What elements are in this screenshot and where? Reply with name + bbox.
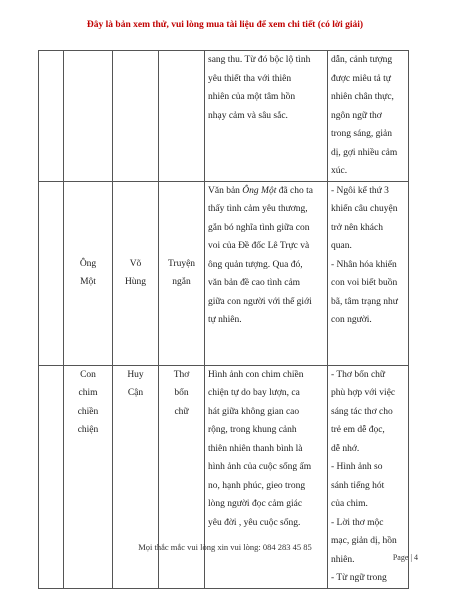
text-line: chiện	[77, 425, 99, 435]
preview-banner: Đây là bản xem thử, vui lòng mua tài liệu để xem chi tiết (có lời giải)	[86, 20, 364, 30]
text-line: voi của Đề đốc Lê Trực và	[208, 241, 310, 251]
blank-cell	[39, 181, 64, 365]
blank-cell	[39, 365, 64, 588]
text-line: nhiên.	[331, 554, 355, 565]
text-fragment: đã cho ta	[276, 185, 314, 196]
text-line: - Từ ngữ trong	[331, 573, 387, 583]
text-line: nhạy cảm và sâu sắc.	[208, 110, 288, 121]
content-cell	[205, 365, 328, 588]
title-cell	[64, 51, 113, 182]
text-line: lòng người đọc cảm giác	[208, 499, 303, 509]
footer-contact: Mọi thắc mắc vui lòng xin vui lòng: 084 283 45 85	[138, 542, 312, 552]
table-row	[39, 51, 409, 182]
art-features-cell	[328, 181, 409, 365]
text-line: thiên nhiên thanh bình là	[208, 443, 303, 454]
text-line: văn bản đề cao tình cảm	[208, 278, 301, 288]
text-line: chim	[78, 388, 98, 398]
content-cell	[205, 181, 328, 365]
text-line: tự nhiên.	[208, 315, 242, 325]
text-line	[208, 182, 324, 201]
text-line: nhiên của một tâm hồn	[208, 92, 296, 102]
text-line: trong sáng, giản	[331, 129, 392, 139]
text-line: yêu thiết tha với thiên	[208, 73, 292, 84]
text-line: gắn bó nghĩa tình giữa con	[208, 222, 310, 233]
text-line: dẫn, cảnh tượng	[331, 55, 393, 65]
title-cell	[64, 181, 113, 365]
text-line: Võ	[129, 258, 142, 269]
text-line: - Hình ảnh so	[331, 462, 383, 472]
literature-table	[38, 50, 409, 589]
text-line: giữa con người với thế giới	[208, 296, 312, 307]
text-line: dị, gợi nhiều cảm	[331, 147, 398, 158]
genre-cell	[159, 365, 205, 588]
text-line: Ông	[79, 258, 97, 269]
author-cell	[113, 51, 159, 182]
text-line: sang thu. Từ đó bộc lộ tình	[208, 55, 311, 65]
text-line: phù hợp với việc	[331, 388, 396, 398]
text-line: con người.	[331, 315, 372, 325]
work-title: Ông Một	[242, 185, 277, 196]
text-line: con voi biết buồn	[331, 278, 398, 288]
text-line: Một	[80, 277, 96, 287]
text-line: rộng, trong khung cảnh	[208, 425, 297, 435]
title-cell	[64, 365, 113, 588]
text-line: bốn	[174, 388, 189, 398]
text-line: mạc, giản dị, hồn	[331, 536, 397, 546]
genre-cell	[159, 181, 205, 365]
text-line: yêu đời , yêu cuộc sống.	[208, 517, 301, 528]
text-line: Con	[80, 369, 96, 380]
text-line: thấy tình cảm yêu thương,	[208, 204, 308, 214]
text-line: được miêu tả tự	[331, 73, 391, 84]
text-line: trẻ em dễ đọc,	[331, 425, 385, 435]
text-line: khiến câu chuyện	[331, 204, 398, 214]
genre-cell	[159, 51, 205, 182]
blank-cell	[39, 51, 64, 182]
table-row	[39, 181, 409, 365]
text-line: nhiên chân thực,	[331, 92, 394, 102]
text-line: xúc.	[331, 166, 348, 176]
author-cell	[113, 365, 159, 588]
text-line: ngôn ngữ thơ	[331, 110, 382, 121]
text-line: no, hạnh phúc, gieo trong	[208, 480, 306, 491]
text-line: Truyện	[167, 258, 196, 269]
text-line: - Ngôi kể thứ 3	[331, 185, 389, 196]
text-line: trở nên khách	[331, 222, 383, 233]
table-row	[39, 365, 409, 588]
text-line: ông quản tượng. Qua đó,	[208, 259, 303, 270]
text-line: - Lời thơ mộc	[331, 517, 384, 528]
text-fragment: Văn bản	[208, 185, 243, 196]
page-number: Page | 4	[392, 553, 418, 562]
text-line: ngắn	[172, 277, 191, 287]
text-line: sánh tiếng hót	[331, 480, 385, 491]
text-line: quan.	[331, 241, 352, 251]
art-features-cell	[328, 51, 409, 182]
text-line: của chim.	[331, 499, 368, 509]
content-cell	[205, 51, 328, 182]
text-line: dễ nhớ.	[331, 443, 360, 454]
text-line: Huy	[127, 369, 144, 380]
text-line: Hùng	[124, 277, 147, 287]
text-line: hát giữa không gian cao	[208, 406, 300, 417]
text-line: - Thơ bốn chữ	[331, 369, 386, 380]
text-line: sáng tác thơ cho	[331, 406, 393, 417]
text-line: hình ảnh của cuộc sống ấm	[208, 462, 312, 472]
text-line: bã, tâm trạng như	[331, 296, 398, 307]
text-line: - Nhân hóa khiến	[331, 259, 397, 270]
text-line: Hình ảnh con chim chiền	[208, 369, 304, 380]
text-line: chiện tự do bay lượn, ca	[208, 388, 300, 398]
text-line: chiền	[77, 406, 99, 417]
text-line: Thơ	[173, 369, 190, 380]
text-line: chữ	[174, 406, 189, 417]
author-cell	[113, 181, 159, 365]
text-line: Cận	[127, 388, 144, 398]
